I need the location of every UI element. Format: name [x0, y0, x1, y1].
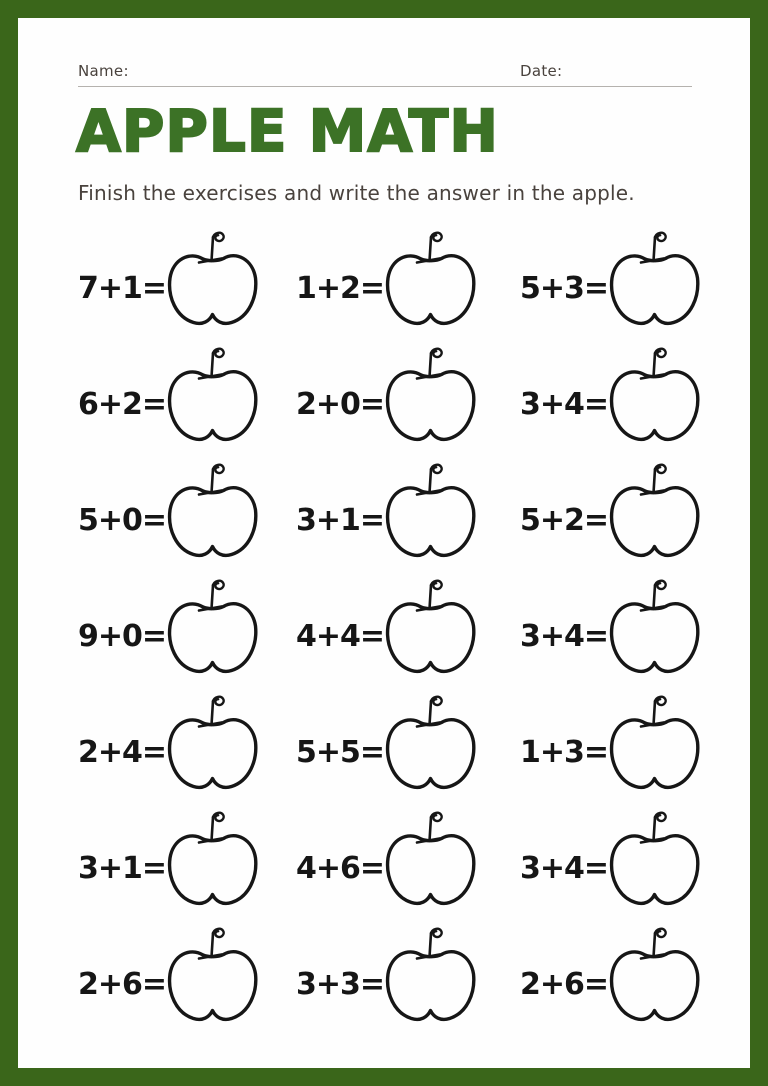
equation-label: 2+0= [296, 386, 385, 422]
equation-label: 2+6= [78, 966, 167, 1002]
instructions-text: Finish the exercises and write the answer in the apple. [78, 181, 635, 205]
page-title: APPLE MATH [76, 97, 499, 165]
equation-label: 3+4= [520, 386, 609, 422]
equation-label: 1+3= [520, 734, 609, 770]
equation-label: 5+5= [296, 734, 385, 770]
equation-label: 3+1= [78, 850, 167, 886]
equation-label: 2+6= [520, 966, 609, 1002]
date-label: Date: [520, 62, 563, 80]
equation-label: 1+2= [296, 270, 385, 306]
equation-label: 9+0= [78, 618, 167, 654]
equation-label: 3+1= [296, 502, 385, 538]
equation-label: 5+2= [520, 502, 609, 538]
equation-label: 3+4= [520, 850, 609, 886]
equation-label: 5+3= [520, 270, 609, 306]
equation-label: 2+4= [78, 734, 167, 770]
equation-label: 3+3= [296, 966, 385, 1002]
equation-label: 7+1= [78, 270, 167, 306]
equation-label: 4+6= [296, 850, 385, 886]
equation-label: 6+2= [78, 386, 167, 422]
equation-label: 3+4= [520, 618, 609, 654]
equation-label: 4+4= [296, 618, 385, 654]
name-label: Name: [78, 62, 129, 80]
equation-label: 5+0= [78, 502, 167, 538]
